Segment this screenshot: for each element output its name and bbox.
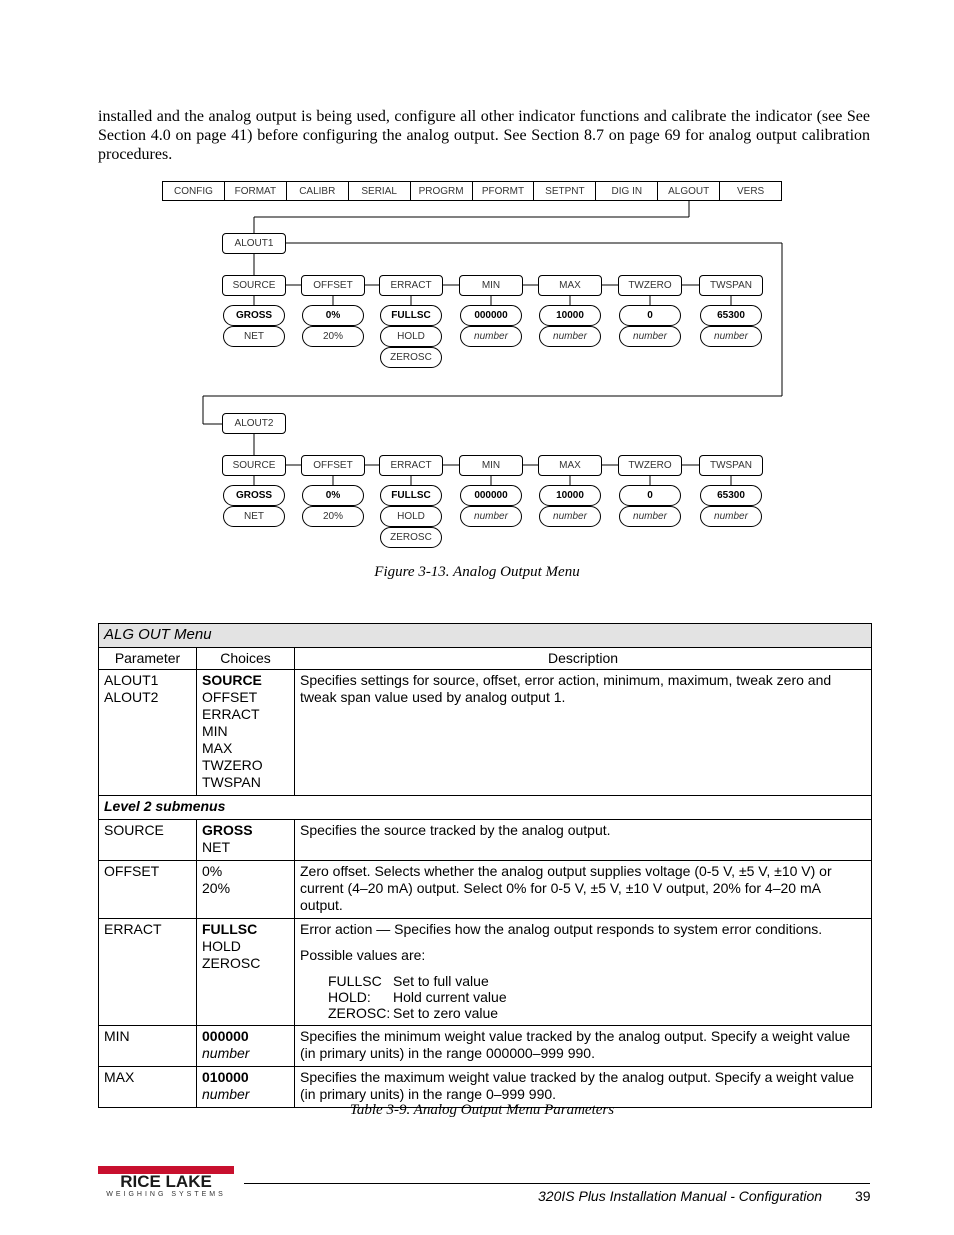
menu-param-box: MAX bbox=[538, 455, 602, 476]
menu-default-option: GROSS bbox=[223, 485, 285, 506]
choice: NET bbox=[202, 839, 230, 855]
menu-param-box: MIN bbox=[459, 455, 523, 476]
choice: OFFSET bbox=[202, 689, 258, 705]
menu-tab: DIG IN bbox=[596, 182, 658, 200]
menu-option: HOLD bbox=[380, 326, 442, 347]
description-cell: Specifies the source tracked by the analog output. bbox=[295, 820, 872, 861]
value-key: FULLSC bbox=[328, 973, 382, 989]
level2-heading: Level 2 submenus bbox=[99, 796, 872, 820]
menu-param-box: OFFSET bbox=[301, 455, 365, 476]
table-row bbox=[99, 1026, 872, 1067]
menu-param-box: TWSPAN bbox=[699, 275, 763, 296]
menu-group-label: ALOUT2 bbox=[222, 413, 286, 434]
table-row bbox=[99, 861, 872, 919]
param-name: ALOUT1 bbox=[104, 672, 159, 688]
description-text: Possible values are: bbox=[300, 947, 426, 963]
menu-param-box: TWZERO bbox=[618, 275, 682, 296]
param-cell: MIN bbox=[99, 1026, 197, 1067]
choices-cell bbox=[197, 670, 295, 796]
menu-default-option: 65300 bbox=[700, 485, 762, 506]
menu-tab: SERIAL bbox=[349, 182, 411, 200]
value-text: Set to zero value bbox=[393, 1005, 499, 1021]
choices-cell bbox=[197, 1026, 295, 1067]
menu-param-box: SOURCE bbox=[222, 275, 286, 296]
value-item bbox=[328, 973, 866, 989]
menu-param-box: SOURCE bbox=[222, 455, 286, 476]
value-item bbox=[328, 989, 866, 1005]
menu-param-box: ERRACT bbox=[379, 275, 443, 296]
menu-default-option: FULLSC bbox=[380, 305, 442, 326]
menu-param-box: ERRACT bbox=[379, 455, 443, 476]
menu-param-box: OFFSET bbox=[301, 275, 365, 296]
param-cell: ERRACT bbox=[99, 919, 197, 1026]
menu-group-label: ALOUT1 bbox=[222, 233, 286, 254]
parameter-table bbox=[98, 623, 872, 1108]
menu-option: number bbox=[539, 506, 601, 527]
menu-default-option: FULLSC bbox=[380, 485, 442, 506]
table-row bbox=[99, 919, 872, 1026]
param-cell: SOURCE bbox=[99, 820, 197, 861]
param-cell: OFFSET bbox=[99, 861, 197, 919]
param-name: ALOUT2 bbox=[104, 689, 159, 705]
table-row bbox=[99, 820, 872, 861]
menu-default-option: 0 bbox=[619, 305, 681, 326]
menu-tab: PFORMT bbox=[473, 182, 535, 200]
menu-default-option: 10000 bbox=[539, 485, 601, 506]
menu-option: ZEROSC bbox=[380, 527, 442, 548]
value-key: HOLD: bbox=[328, 989, 371, 1005]
page-number: 39 bbox=[855, 1188, 871, 1204]
description-cell: Zero offset. Selects whether the analog output supplies voltage (0-5 V, ±5 V, ±10 V) or current (4–20 mA) output. Select 0% for 0-5 V, ±5 V, ±10 V output, 20% for 4–20 mA output. bbox=[295, 861, 872, 919]
menu-option: number bbox=[700, 506, 762, 527]
choice: TWZERO bbox=[202, 757, 263, 773]
description-cell: Specifies settings for source, offset, error action, minimum, maximum, tweak zero and tweak span value used by analog output 1. bbox=[295, 670, 872, 796]
choice: HOLD bbox=[202, 938, 241, 954]
param-cell bbox=[99, 670, 197, 796]
menu-tab: SETPNT bbox=[534, 182, 596, 200]
menu-option: number bbox=[619, 326, 681, 347]
choice: MAX bbox=[202, 740, 233, 756]
choice-default: FULLSC bbox=[202, 921, 258, 937]
menu-tab-bar bbox=[162, 181, 782, 201]
menu-default-option: 000000 bbox=[460, 305, 522, 326]
menu-default-option: 10000 bbox=[539, 305, 601, 326]
menu-default-option: 000000 bbox=[460, 485, 522, 506]
menu-default-option: GROSS bbox=[223, 305, 285, 326]
choice: ERRACT bbox=[202, 706, 260, 722]
value-text: Hold current value bbox=[393, 989, 507, 1005]
description-cell bbox=[295, 919, 872, 1026]
param-cell: MAX bbox=[99, 1067, 197, 1108]
value-item bbox=[328, 1005, 866, 1021]
choices-cell bbox=[197, 919, 295, 1026]
choice-default: 000000 bbox=[202, 1028, 249, 1044]
table-caption: Table 3-9. Analog Output Menu Parameters bbox=[349, 1102, 615, 1118]
menu-param-box: TWZERO bbox=[618, 455, 682, 476]
description-cell: Specifies the maximum weight value tracked by the analog output. Specify a weight value (in primary units) in the range 0–999 990. bbox=[295, 1067, 872, 1108]
choices-cell bbox=[197, 820, 295, 861]
menu-option: NET bbox=[223, 326, 285, 347]
choice-default: 010000 bbox=[202, 1069, 249, 1085]
choice: MIN bbox=[202, 723, 228, 739]
description-cell: Specifies the minimum weight value tracked by the analog output. Specify a weight value (in primary units) in the range 000000–999 990. bbox=[295, 1026, 872, 1067]
intro-line-3: output calibration procedures. bbox=[98, 127, 871, 163]
menu-default-option: 0% bbox=[302, 305, 364, 326]
company-logo: RICE LAKE bbox=[120, 1172, 212, 1191]
menu-tab: ALGOUT bbox=[658, 182, 720, 200]
choices-cell bbox=[197, 861, 295, 919]
header-description: Description bbox=[295, 648, 872, 670]
header-choices: Choices bbox=[197, 648, 295, 670]
table-title-row bbox=[99, 624, 872, 648]
choice: number bbox=[202, 1045, 250, 1061]
menu-option: number bbox=[460, 326, 522, 347]
menu-option: number bbox=[460, 506, 522, 527]
menu-option: ZEROSC bbox=[380, 347, 442, 368]
menu-option: NET bbox=[223, 506, 285, 527]
choice: number bbox=[202, 1086, 250, 1102]
company-logo-subtitle: WEIGHING SYSTEMS bbox=[106, 1191, 226, 1198]
footer-doc-title: 320IS Plus Installation Manual - Configuration bbox=[538, 1188, 823, 1204]
menu-option: number bbox=[619, 506, 681, 527]
table-header-row bbox=[99, 648, 872, 670]
footer-rule bbox=[244, 1183, 870, 1184]
choice: 0% bbox=[202, 863, 223, 879]
menu-tab: VERS bbox=[736, 185, 765, 197]
value-key: ZEROSC: bbox=[328, 1005, 391, 1021]
intro-line-1: installed and the analog output is being used, configure all other indicator functions and calibrate the indicator bbox=[98, 108, 813, 125]
menu-default-option: 0 bbox=[619, 485, 681, 506]
menu-param-box: MIN bbox=[459, 275, 523, 296]
choice: TWSPAN bbox=[202, 774, 261, 790]
menu-option: HOLD bbox=[380, 506, 442, 527]
choice: 20% bbox=[202, 880, 231, 896]
value-list bbox=[300, 973, 866, 1021]
header-parameter: Parameter bbox=[99, 648, 197, 670]
menu-tab: CALIBR bbox=[287, 182, 349, 200]
level2-row bbox=[99, 796, 872, 820]
menu-option: 20% bbox=[302, 326, 364, 347]
table-title: ALG OUT Menu bbox=[99, 624, 872, 648]
menu-option: number bbox=[539, 326, 601, 347]
choice: ZEROSC bbox=[202, 955, 261, 971]
description-text: Error action — Specifies how the analog output responds to system error conditions. bbox=[300, 921, 823, 937]
menu-tab: PROGRM bbox=[411, 182, 473, 200]
value-text: Set to full value bbox=[393, 973, 489, 989]
choice-default: SOURCE bbox=[202, 672, 262, 688]
menu-default-option: 0% bbox=[302, 485, 364, 506]
intro-line-2: (see See Section 4.0 on page 41) before configuring the analog output. See Section 8.7 on page 69 for analog bbox=[98, 108, 871, 144]
menu-default-option: 65300 bbox=[700, 305, 762, 326]
figure-caption: Figure 3-13. Analog Output Menu bbox=[374, 564, 580, 580]
choice-default: GROSS bbox=[202, 822, 253, 838]
menu-option: number bbox=[700, 326, 762, 347]
menu-tab: CONFIG bbox=[163, 182, 225, 200]
table-row bbox=[99, 670, 872, 796]
menu-option: 20% bbox=[302, 506, 364, 527]
menu-param-box: MAX bbox=[538, 275, 602, 296]
menu-param-box: TWSPAN bbox=[699, 455, 763, 476]
menu-tab: FORMAT bbox=[225, 182, 287, 200]
